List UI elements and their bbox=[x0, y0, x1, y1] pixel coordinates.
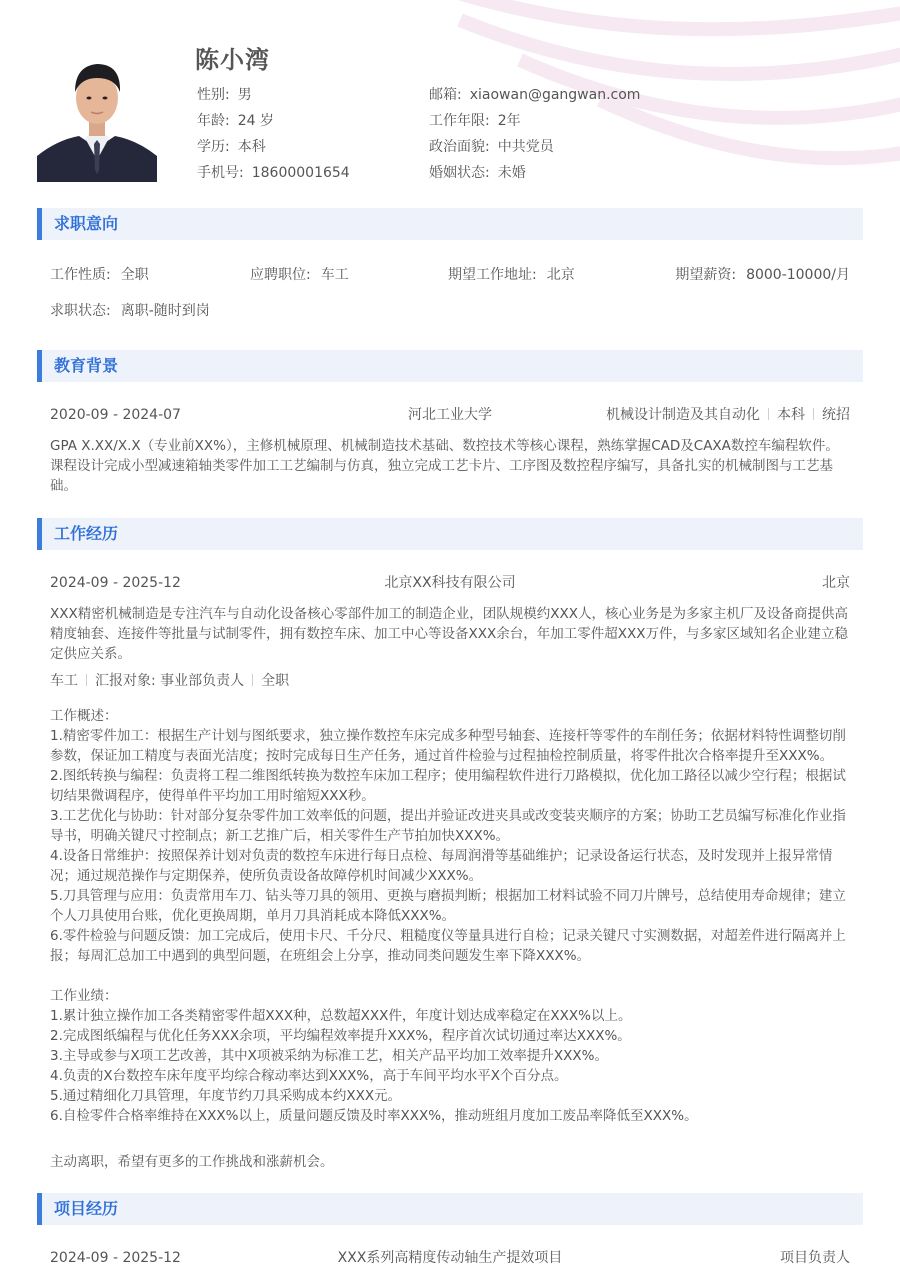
project-role: 项目负责人 bbox=[780, 1250, 850, 1266]
work-row bbox=[50, 574, 850, 592]
achievement-item: 3.主导或参与X项工艺改善，其中X项被采纳为标准工艺，相关产品平均加工效率提升XXX%。 bbox=[50, 1048, 608, 1064]
info-email: 邮箱: xiaowan@gangwan.com bbox=[429, 87, 641, 103]
overview-item: 1.精密零件加工：根据生产计划与图纸要求，独立操作数控车床完成多种型号轴套、连接杆等零件的车削任务；依据材料特性调整切削参数，保证加工精度与表面光洁度；按时完成每日生产任务，通过首件检验与过程抽检控制质量，将零件批次合格率提升至XXX%。 bbox=[50, 728, 846, 764]
info-education: 学历: 本科 bbox=[197, 139, 266, 155]
info-phone: 手机号: 18600001654 bbox=[197, 165, 350, 181]
info-marital-status: 婚姻状态: 未婚 bbox=[429, 165, 526, 181]
basic-info bbox=[197, 86, 717, 182]
achievement-item: 2.完成图纸编程与优化任务XXX余项，平均编程效率提升XXX%，程序首次试切通过率达XXX%。 bbox=[50, 1028, 631, 1044]
intent-position: 应聘职位: 车工 bbox=[250, 267, 349, 283]
education-row bbox=[50, 406, 850, 424]
job-intent-row bbox=[50, 266, 850, 284]
section-title: 项目经历 bbox=[54, 1199, 119, 1218]
achievement-item: 5.通过精细化刀具管理，年度节约刀具采购成本约XXX元。 bbox=[50, 1088, 402, 1104]
section-title: 求职意向 bbox=[54, 214, 119, 233]
section-header-intent bbox=[37, 208, 863, 240]
achievement-item: 1.累计独立操作加工各类精密零件超XXX种，总数超XXX件，年度计划达成率稳定在XXX%以上。 bbox=[50, 1008, 632, 1024]
education-description: GPA X.XX/X.X（专业前XX%），主修机械原理、机械制造技术基础、数控技术等核心课程，熟练掌握CAD及CAXA数控车编程软件。课程设计完成小型减速箱轴类零件加工工艺编制与仿真，独立完成工艺卡片、工序图及数控程序编写，具备扎实的机械制图与工艺基础。 bbox=[50, 438, 839, 494]
education-meta: 机械设计制造及其自动化 本科 统招 bbox=[606, 407, 850, 423]
spacer bbox=[50, 966, 850, 986]
project-date: 2024-09 - 2025-12 bbox=[50, 1250, 181, 1266]
info-age: 年龄: 24 岁 bbox=[197, 113, 274, 129]
section-accent-bar bbox=[37, 518, 42, 550]
company-description: XXX精密机械制造是专注汽车与自动化设备核心零部件加工的制造企业，团队规模约XXX人，核心业务是为多家主机厂及设备商提供高精度轴套、连接件等批量与试制零件，拥有数控车床、加工中心等设备XXX余台，年加工零件超XXX万件，与多家区域知名企业建立稳定供应关系。 bbox=[50, 606, 848, 662]
section-title: 工作经历 bbox=[54, 524, 119, 543]
project-row bbox=[50, 1249, 850, 1267]
leave-reason: 主动离职，希望有更多的工作挑战和涨薪机会。 bbox=[50, 1154, 334, 1170]
overview-item: 3.工艺优化与协助：针对部分复杂零件加工效率低的问题，提出并验证改进夹具或改变装夹顺序的方案；协助工艺员编写标准化作业指导书，明确关键尺寸控制点；新工艺推广后，相关零件生产节拍加快XXX%。 bbox=[50, 808, 846, 844]
work-company: 北京XX科技有限公司 bbox=[384, 575, 516, 591]
divider bbox=[86, 674, 87, 686]
divider bbox=[813, 408, 814, 420]
section-title: 教育背景 bbox=[54, 356, 119, 375]
profile-photo bbox=[37, 48, 157, 182]
section-accent-bar bbox=[37, 1193, 42, 1225]
education-school: 河北工业大学 bbox=[408, 407, 492, 423]
overview-item: 2.图纸转换与编程：负责将工程二维图纸转换为数控车床加工程序；使用编程软件进行刀路模拟，优化加工路径以减少空行程；根据试切结果微调程序，使得单件平均加工用时缩短XXX秒。 bbox=[50, 768, 846, 804]
candidate-name: 陈小湾 bbox=[195, 46, 270, 74]
overview-item: 6.零件检验与问题反馈：加工完成后，使用卡尺、千分尺、粗糙度仪等量具进行自检；记录关键尺寸实测数据，对超差件进行隔离并上报；每周汇总加工中遇到的典型问题，在班组会上分享，推动同类问题发生率下降XXX%。 bbox=[50, 928, 846, 964]
project-name: XXX系列高精度传动轴生产提效项目 bbox=[337, 1250, 563, 1266]
divider bbox=[768, 408, 769, 420]
work-city: 北京 bbox=[822, 575, 850, 591]
info-political-status: 政治面貌: 中共党员 bbox=[429, 139, 554, 155]
section-accent-bar bbox=[37, 350, 42, 382]
divider bbox=[252, 674, 253, 686]
achievement-item: 6.自检零件合格率维持在XXX%以上，质量问题反馈及时率XXX%，推动班组月度加工废品率降低至XXX%。 bbox=[50, 1108, 698, 1124]
work-overview: 工作概述： 1.精密零件加工：根据生产计划与图纸要求，独立操作数控车床完成多种型号轴套、连接杆等零件的车削任务；依据材料特性调整切削参数，保证加工精度与表面光洁度；按时完成每日生产任务，通过首件检验与过程抽检控制质量，将零件批次合格率提升至XXX%。 2.图纸转换与编程：负责将工程二维图纸转换为数控车床加工程序；使用编程软件进行刀路模拟，优化加工路径以减少空行程；根据试切结果微调程序，使得单件平均加工用时缩短XXX秒。 3.工艺优化与协助：针对部分复杂零件加工效率低的问题，提出并验证改进夹具或改变装夹顺序的方案；协助工艺员编写标准化作业指导书，明确关键尺寸控制点；新工艺推广后，相关零件生产节拍加快XXX%。 4.设备日常维护：按照保养计划对负责的数控车床进行每日点检、每周润滑等基础维护；记录设备运行状态，及时发现并上报异常情况；通过规范操作与定期保养，使所负责设备故障停机时间减少XXX%。 5.刀具管理与应用：负责常用车刀、钻头等刀具的领用、更换与磨损判断；根据加工材料试验不同刀片牌号，总结使用寿命规律；建立个人刀具使用台账，优化更换周期，单月刀具消耗成本降低XXX%。 6.零件检验与问题反馈：加工完成后，使用卡尺、千分尺、粗糙度仪等量具进行自检；记录关键尺寸实测数据，对超差件进行隔离并上报；每周汇总加工中遇到的典型问题，在班组会上分享，推动同类问题发生率下降XXX%。 工作业绩： 1.累计独立操作加工各类精密零件超XXX种，总数超XXX件，年度计划达成率稳定在XXX%以上。 2.完成图纸编程与优化任务XXX余项，平均编程效率提升XXX%，程序首次试切通过率达XXX%。 3.主导或参与X项工艺改善，其中X项被采纳为标准工艺，相关产品平均加工效率提升XXX%。 4.负责的X台数控车床年度平均综合稼动率达到XXX%，高于车间平均水平X个百分点。 5.通过精细化刀具管理，年度节约刀具采购成本约XXX元。 6.自检零件合格率维持在XXX%以上，质量问题反馈及时率XXX%，推动班组月度加工废品率降低至XXX%。 bbox=[50, 706, 850, 1126]
education-date: 2020-09 - 2024-07 bbox=[50, 407, 181, 423]
section-header-project bbox=[37, 1193, 863, 1225]
work-tags: 车工 汇报对象: 事业部负责人 全职 bbox=[50, 673, 290, 689]
job-status-row bbox=[50, 302, 850, 320]
intent-salary: 期望薪资: 8000-10000/月 bbox=[675, 267, 850, 283]
achievement-item: 4.负责的X台数控车床年度平均综合稼动率达到XXX%，高于车间平均水平X个百分点。 bbox=[50, 1068, 568, 1084]
section-header-work bbox=[37, 518, 863, 550]
work-date: 2024-09 - 2025-12 bbox=[50, 575, 181, 591]
overview-item: 5.刀具管理与应用：负责常用车刀、钻头等刀具的领用、更换与磨损判断；根据加工材料试验不同刀片牌号，总结使用寿命规律；建立个人刀具使用台账，优化更换周期，单月刀具消耗成本降低XXX%。 bbox=[50, 888, 846, 924]
overview-item: 4.设备日常维护：按照保养计划对负责的数控车床进行每日点检、每周润滑等基础维护；记录设备运行状态，及时发现并上报异常情况；通过规范操作与定期保养，使所负责设备故障停机时间减少XXX%。 bbox=[50, 848, 833, 884]
intent-status: 求职状态: 离职-随时到岗 bbox=[50, 303, 210, 319]
intent-work-type: 工作性质: 全职 bbox=[50, 267, 149, 283]
section-accent-bar bbox=[37, 208, 42, 240]
info-experience-years: 工作年限: 2年 bbox=[429, 113, 521, 129]
section-header-education bbox=[37, 350, 863, 382]
info-gender: 性别: 男 bbox=[197, 87, 252, 103]
intent-location: 期望工作地址: 北京 bbox=[448, 267, 575, 283]
